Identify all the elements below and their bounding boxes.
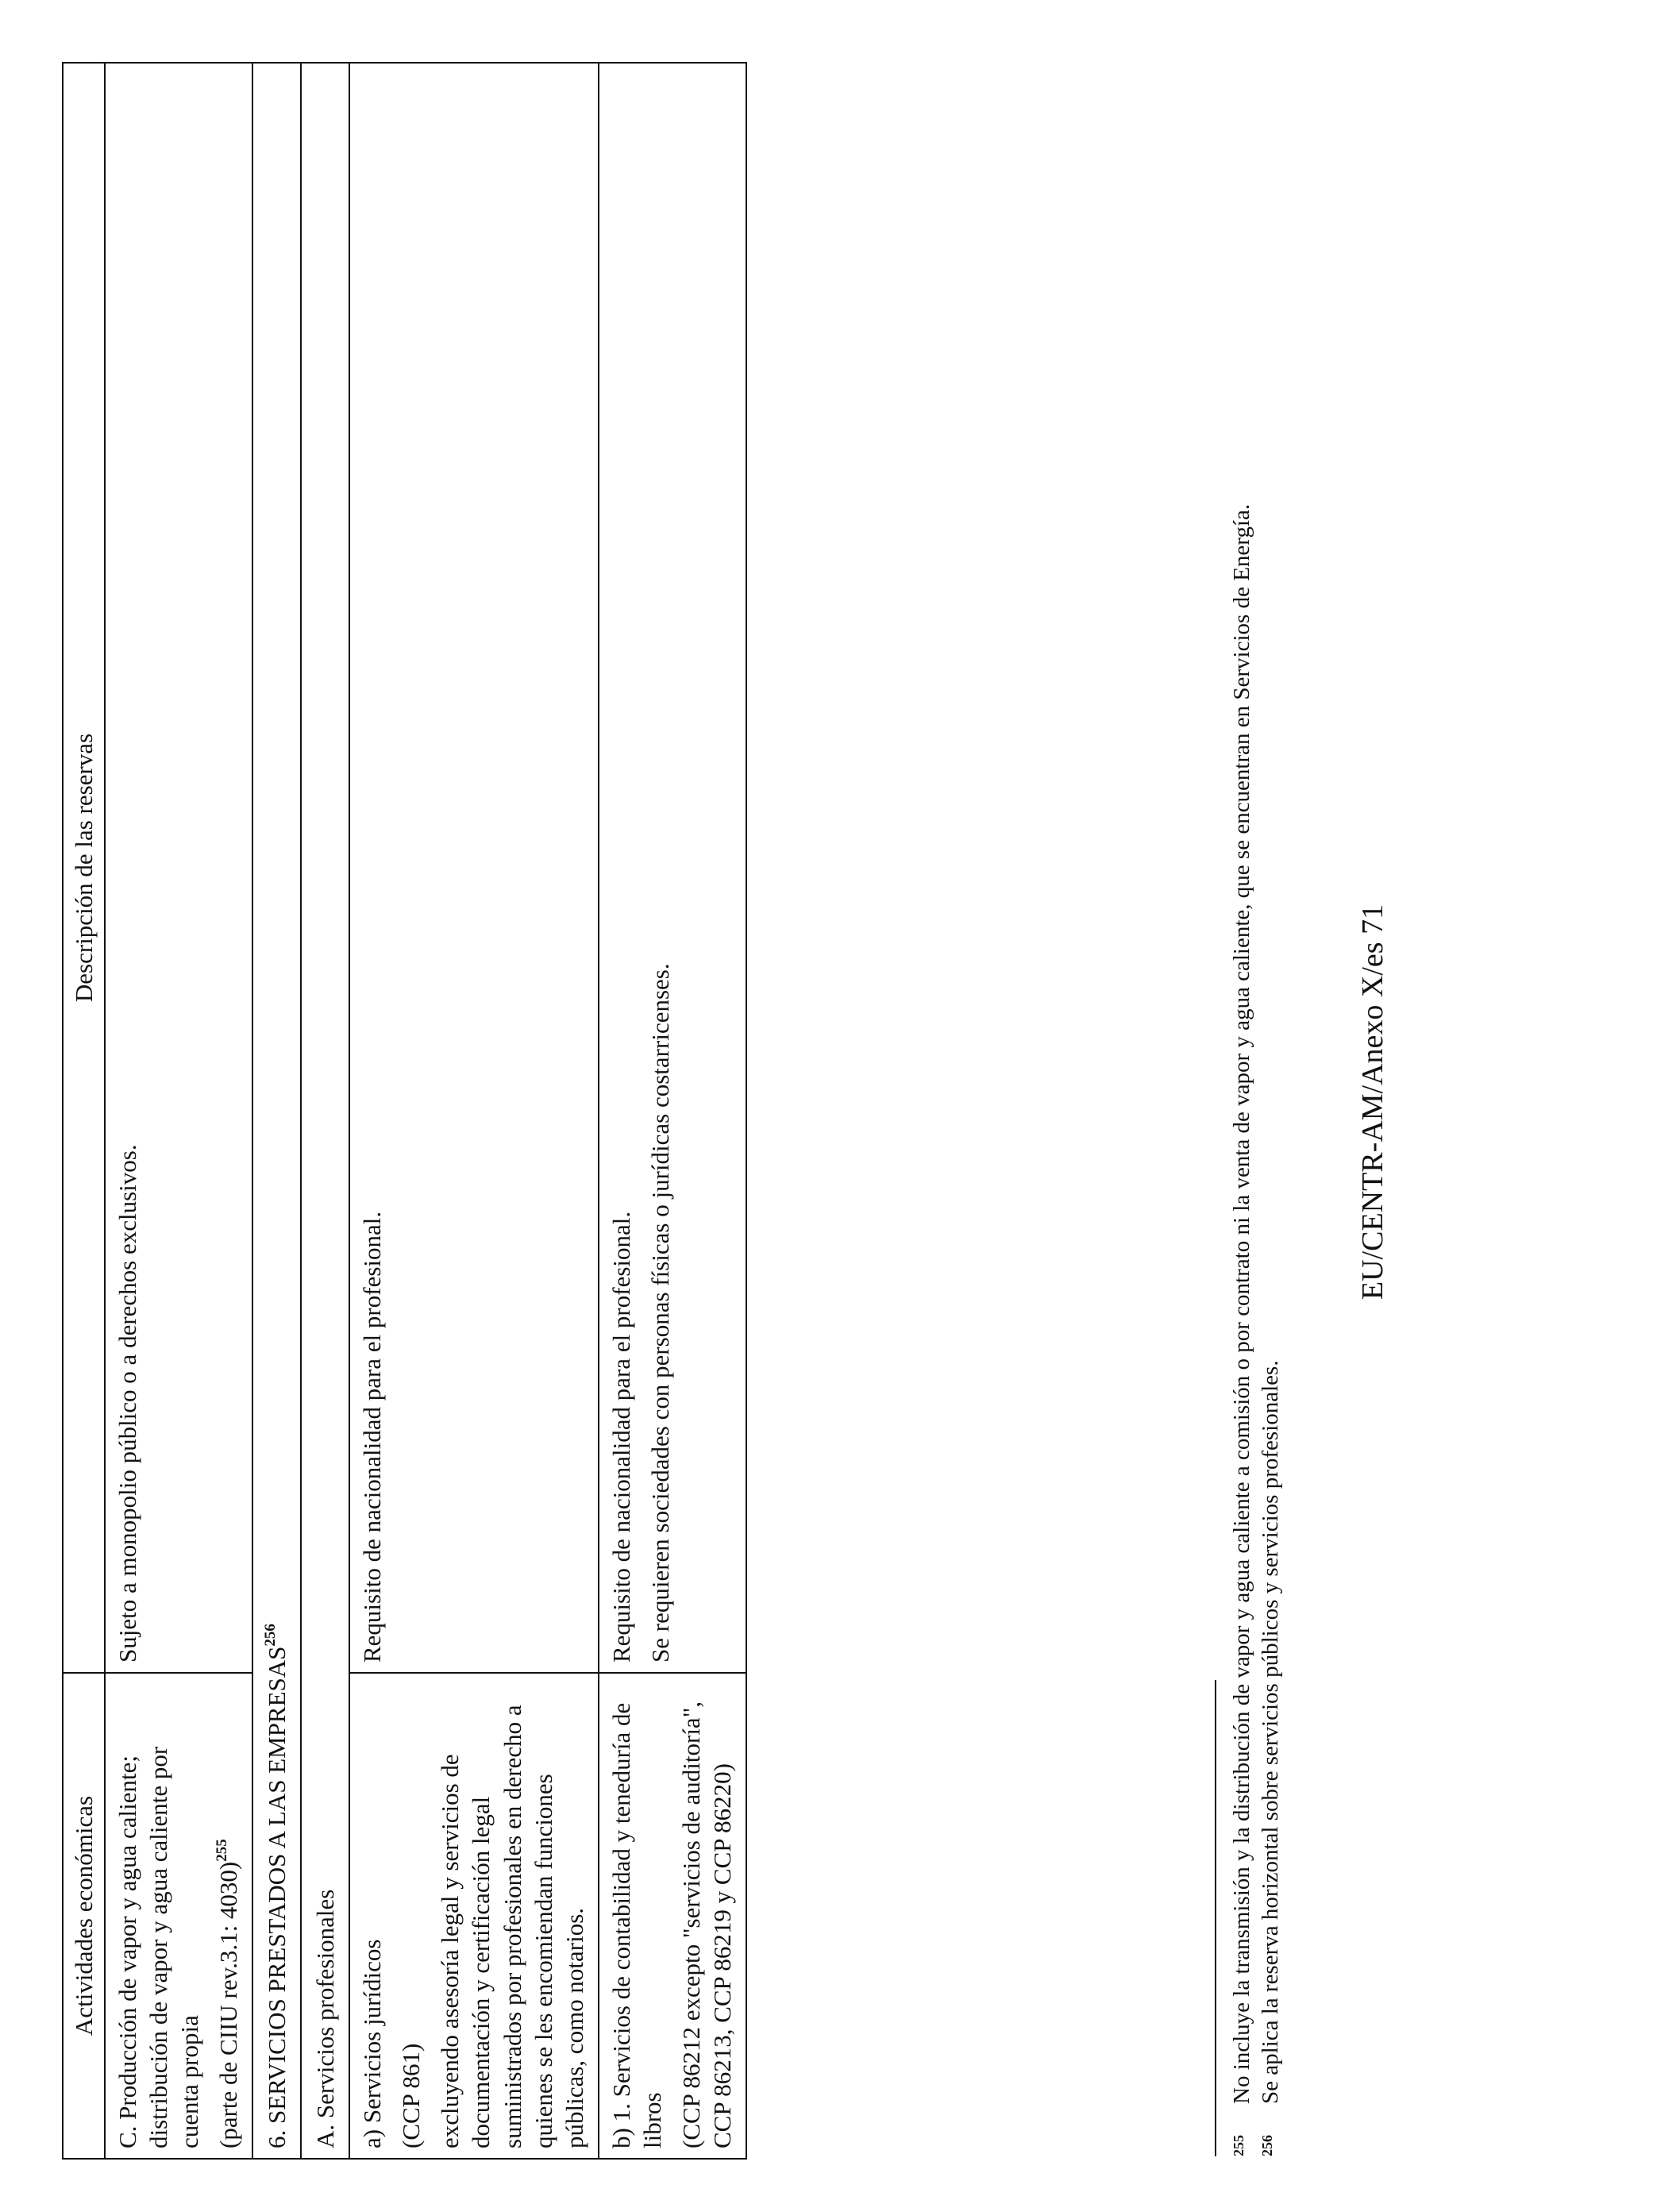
reservations-table xyxy=(62,62,747,2160)
footnote-number: 256 xyxy=(1259,2135,1276,2156)
footnote-text: Se aplica la reserva horizontal sobre servicios públicos y servicios profesionales. xyxy=(1258,1360,1284,2104)
table-row xyxy=(105,63,252,2159)
description-cell xyxy=(349,63,598,1673)
reservation-text: Requisito de nacionalidad para el profesional. xyxy=(358,1211,387,1663)
activity-code: (CCP 86212 excepto "servicios de auditoría", CCP 86213, CCP 86219 y CCP 86220) xyxy=(676,1701,736,2148)
description-cell xyxy=(599,63,746,1673)
activity-code-text: (parte de CIIU rev.3.1: 4030) xyxy=(214,1861,243,2148)
section-heading: 6. SERVICIOS PRESTADOS A LAS EMPRESAS xyxy=(263,1646,291,2148)
page-reference: EU/CENTR-AM/Anexo X/es 71 xyxy=(1356,904,1389,1300)
footnotes xyxy=(1215,44,1285,2156)
reservation-text: Sujeto a monopolio público o a derechos exclusivos. xyxy=(114,1144,142,1663)
header-reservation-description: Descripción de las reservas xyxy=(63,63,105,1673)
table-header-row xyxy=(63,63,105,2159)
footnote-text: No incluye la transmisión y la distribución de vapor y agua caliente a comisión o por contrato ni la venta de vapor y agua caliente, que se encuentran en Servicios de Energía. xyxy=(1229,503,1254,2104)
activity-title: C. Producción de vapor y agua caliente; distribución de vapor y agua caliente por cuenta propia xyxy=(114,1746,204,2148)
activity-title: b) 1. Servicios de contabilidad y teneduría de libros xyxy=(607,1702,666,2148)
subsection-heading-cell xyxy=(301,63,349,2159)
table-row xyxy=(599,63,746,2159)
section-heading-cell xyxy=(252,63,301,2159)
footnote-ref-256: 256 xyxy=(261,1624,279,1647)
footnote-number: 255 xyxy=(1231,2135,1247,2156)
description-cell xyxy=(105,63,252,1673)
reservation-text-2: Se requieren sociedades con personas físicas o jurídicas costarricenses. xyxy=(645,963,674,1663)
subsection-heading: A. Servicios profesionales xyxy=(311,1889,340,2148)
activity-title: a) Servicios jurídicos xyxy=(358,1939,387,2148)
footnote-256 xyxy=(1256,44,1285,2156)
subsection-row xyxy=(301,63,349,2159)
section-row xyxy=(252,63,301,2159)
table-row xyxy=(349,63,598,2159)
activity-code xyxy=(213,1683,244,2148)
reservation-text: Requisito de nacionalidad para el profesional. xyxy=(607,1211,635,1663)
footnote-255 xyxy=(1227,44,1256,2156)
activity-cell xyxy=(105,1673,252,2159)
footnote-divider xyxy=(1215,1680,1216,2156)
activity-code: (CCP 861) xyxy=(397,2043,426,2148)
activity-cell xyxy=(599,1673,746,2159)
activity-cell xyxy=(349,1673,598,2159)
activity-note: excluyendo asesoría legal y servicios de documentación y certificación legal suministrados por profesionales en derecho a quienes se les encomiendan funciones públicas, como notarios. xyxy=(436,1705,588,2148)
footnote-ref-255: 255 xyxy=(213,1839,230,1862)
header-economic-activities: Actividades económicas xyxy=(63,1673,105,2159)
